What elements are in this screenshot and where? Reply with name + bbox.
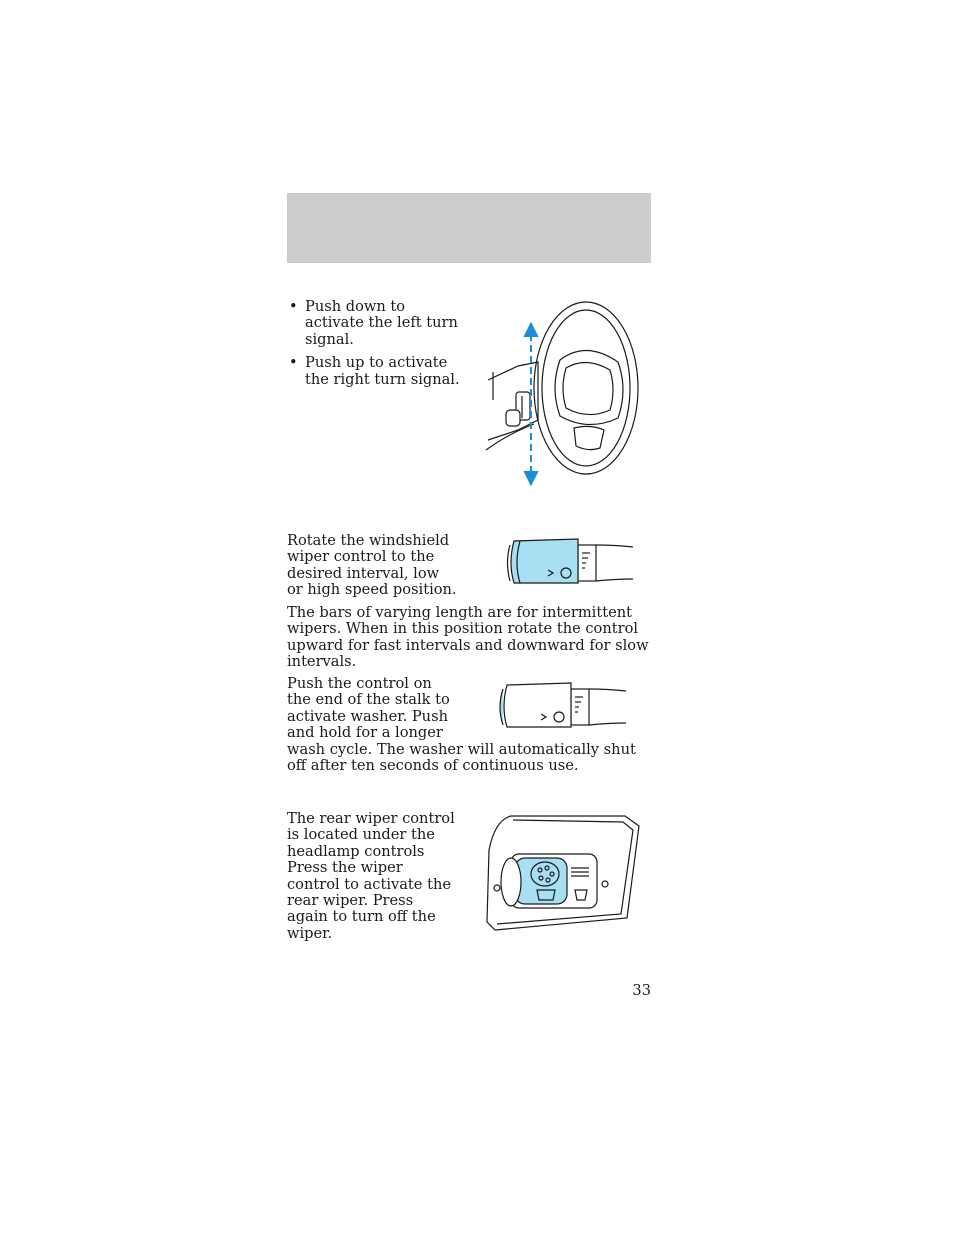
wiper-rotate-text: Rotate the windshield wiper control to the desired interval, low or high speed position. [287, 532, 457, 599]
bullet-symbol: • [289, 354, 298, 372]
washer-stalk-illustration [493, 677, 633, 732]
washer-text-short: Push the control on the end of the stalk to activate washer. Push and hold for a longer [287, 675, 450, 742]
wiper-stalk-illustration [500, 533, 640, 588]
steering-wheel-illustration [478, 300, 643, 490]
wiper-bars-text: The bars of varying length are for intermittent wipers. When in this position rotate the control upward for fast intervals and downward for slow intervals. [287, 604, 649, 671]
bullet-item [287, 299, 467, 348]
rear-wiper-text: The rear wiper control is located under the headlamp controls Press the wiper control to activate the rear wiper. Press again to turn off the wiper. [287, 810, 455, 942]
turn-signal-instructions [287, 299, 467, 395]
section-header-band [287, 193, 651, 263]
bullet-text: Push up to activate the right turn signal. [305, 354, 460, 388]
bullet-text: Push down to activate the left turn signal. [305, 298, 458, 348]
bullet-symbol: • [289, 298, 298, 315]
rear-wiper-control-illustration [485, 810, 643, 935]
page-number: 33 [632, 982, 651, 999]
bullet-item [287, 355, 467, 388]
washer-text-full: wash cycle. The washer will automatically shut off after ten seconds of continuous use. [287, 741, 636, 775]
